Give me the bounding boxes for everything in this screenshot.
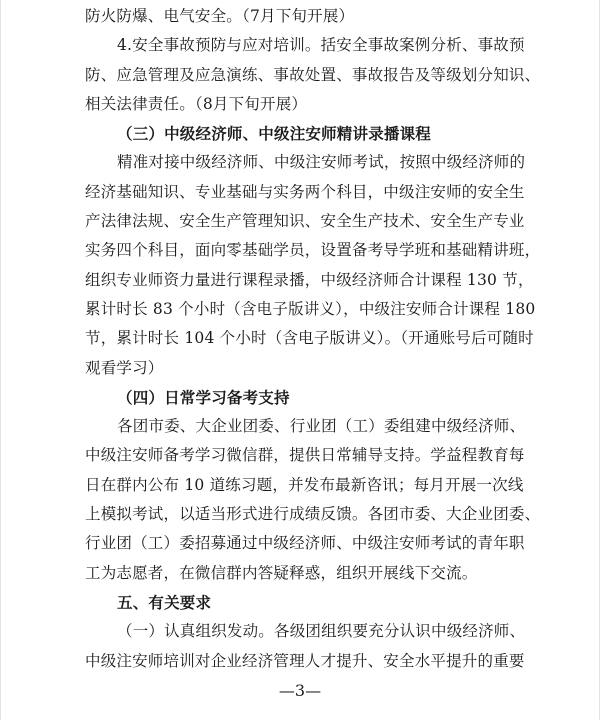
text-line: 产法律法规、安全生产管理知识、安全生产技术、安全生产专业 xyxy=(85,212,525,231)
text-line: 中级注安师备考学习微信群，提供日常辅导支持。学益程教育每 xyxy=(85,446,525,465)
text-line: 中级注安师培训对企业经济管理人才提升、安全水平提升的重要 xyxy=(85,651,525,670)
text-line: 实务四个科目，面向零基础学员，设置备考导学班和基础精讲班， xyxy=(85,241,541,260)
text-line: 防、应急管理及应急演练、事故处置、事故报告及等级划分知识、 xyxy=(85,65,541,84)
text-line: 累计时长 83 个小时（含电子版讲义），中级注安师合计课程 180 xyxy=(85,299,536,318)
text-line: （一）认真组织发动。各级团组织要充分认识中级经济师、 xyxy=(117,622,526,641)
text-line: 精准对接中级经济师、中级注安师考试，按照中级经济师的 xyxy=(117,153,526,172)
text-line: 组织专业师资力量进行课程录播，中级经济师合计课程 130 节， xyxy=(85,270,534,289)
text-line: 相关法律责任。（8月下旬开展） xyxy=(85,94,308,113)
section-heading: （四）日常学习备考支持 xyxy=(117,387,290,407)
text-line: 各团市委、大企业团委、行业团（工）委组建中级经济师、 xyxy=(117,417,526,436)
text-line: 观看学习） xyxy=(85,358,164,377)
chapter-heading: 五、有关要求 xyxy=(117,592,212,612)
text-line: 4.安全事故预防与应对培训。括安全事故案例分析、事故预 xyxy=(117,36,525,55)
text-line: 防火防爆、电气安全。（7月下旬开展） xyxy=(85,7,355,25)
text-line: 工为志愿者，在微信群内答疑释惑，组织开展线下交流。 xyxy=(85,563,478,582)
text-line: 节，累计时长 104 个小时（含电子版讲义）。（开通账号后可随时 xyxy=(85,329,534,348)
text-line: 经济基础知识、专业基础与实务两个科目，中级注安师的安全生 xyxy=(85,182,525,201)
page-number: —3— xyxy=(278,681,322,700)
text-line: 上模拟考试，以适当形式进行成绩反馈。各团市委、大企业团委、 xyxy=(85,505,541,524)
text-line: 日在群内公布 10 道练习题，并发布最新咨讯；每月开展一次线 xyxy=(85,475,524,494)
section-heading: （三）中级经济师、中级注安师精讲录播课程 xyxy=(117,124,432,144)
document-body xyxy=(85,2,541,676)
text-line: 行业团（工）委招募通过中级经济师、中级注安师考试的青年职 xyxy=(85,534,525,553)
